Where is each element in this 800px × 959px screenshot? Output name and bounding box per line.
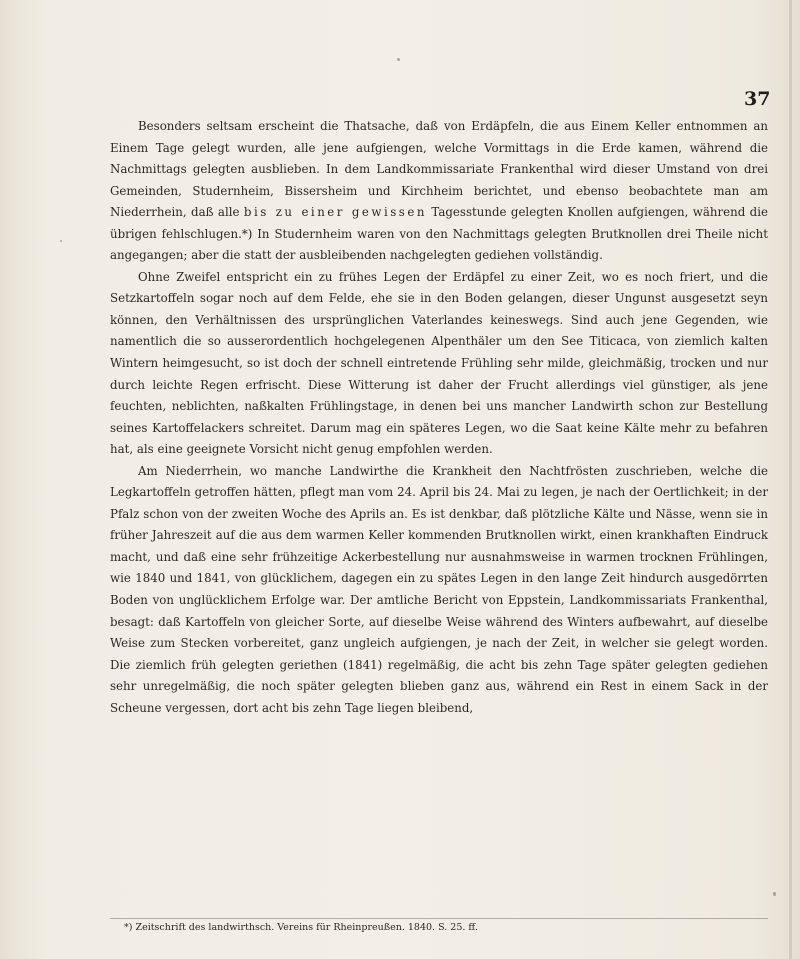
body-text — [110, 116, 768, 719]
paragraph-1: Besonders seltsam erscheint die Thatsache, daß von Erdäpfeln, die aus Einem Keller entnommen an Einem Tage gelegt wurden, alle jene aufgiengen, welche Vormittags in die Erde kamen, während die Nachmittags gelegten ausblieben. In dem Landkommissariate Frankenthal wird dieser Umstand von drei Gemeinden, Studernheim, Bissersheim und Kirchheim berichtet, und ebenso beobachtete man am Niederrhein, daß alle bis zu einer gewissen Tagesstunde gelegten Knollen aufgiengen, während die übrigen fehlschlugen.*) In Studernheim waren von den Nachmittags gelegten Brutknollen drei Theile nicht angegangen; aber die statt der ausbleibenden nachgelegten gediehen vollständig. — [110, 119, 768, 263]
paragraph-3: Am Niederrhein, wo manche Landwirthe die Krankheit den Nachtfrösten zuschrieben, welche die Legkartoffeln getroffen hätten, pflegt man vom 24. April bis 24. Mai zu legen, je nach der Oertlichkeit; in der Pfalz schon von der zweiten Woche des Aprils an. Es ist denkbar, daß plötzliche Kälte und Nässe, wenn sie in früher Jahreszeit auf die aus dem warmen Keller kommenden Brutknollen wirkt, einen krankhaften Eindruck macht, und daß eine sehr frühzeitige Ackerbestellung nur ausnahmsweise in warmen trocknen Frühlingen, wie 1840 und 1841, von glücklichem, dagegen ein zu spätes Legen in den lange Zeit hindurch ausgedörrten Boden von unglücklichem Erfolge war. Der amtliche Bericht von Eppstein, Landkommissariats Frankenthal, besagt: daß Kartoffeln von gleicher Sorte, auf dieselbe Weise während des Winters aufbewahrt, auf dieselbe Weise zum Stecken vorbereitet, ganz ungleich aufgiengen, je nach der Zeit, in welcher sie gelegt worden. Die ziemlich früh gelegten geriethen (1841) regelmäßig, die acht bis zehn Tage später gelegten gediehen sehr unregelmäßig, die noch später gelegten blieben ganz aus, während ein Rest in einem Sack in der Scheune vergessen, dort acht bis zehn Tage liegen bleibend, — [110, 463, 768, 715]
paper-speck — [397, 58, 400, 61]
paper-speck — [60, 240, 62, 242]
paper-speck — [773, 892, 776, 896]
page-number: 37 — [744, 88, 771, 110]
footnote: *) Zeitschrift des landwirthsch. Vereins für Rheinpreußen. 1840. S. 25. ff. — [124, 922, 478, 933]
page-fold-shadow — [789, 0, 792, 959]
paragraph-2: Ohne Zweifel entspricht ein zu frühes Legen der Erdäpfel zu einer Zeit, wo es noch friert, und die Setzkartoffeln sogar noch auf dem Felde, ehe sie in den Boden gelangen, dieser Ungunst ausgesetzt seyn können, den Verhältnissen des ursprünglichen Vaterlandes keineswegs. Sind auch jene Gegenden, wie namentlich die so ausserordentlich hochgelegenen Alpenthäler um den See Titicaca, von ziemlich kalten Wintern heimgesucht, so ist doch der schnell eintretende Frühling sehr milde, gleichmäßig, trocken und nur durch leichte Regen erfrischt. Diese Witterung ist daher der Frucht allerdings viel günstiger, als jene feuchten, neblichten, naßkalten Frühlingstage, in denen bei uns mancher Landwirth schon zur Bestellung seines Kartoffelackers schreitet. Darum mag ein späteres Legen, wo die Saat keine Kälte mehr zu befahren hat, als eine geeignete Vorsicht nicht genug empfohlen werden. — [110, 269, 768, 457]
spaced-emphasis: bis zu einer gewissen — [243, 205, 427, 220]
footnote-rule — [110, 918, 768, 919]
